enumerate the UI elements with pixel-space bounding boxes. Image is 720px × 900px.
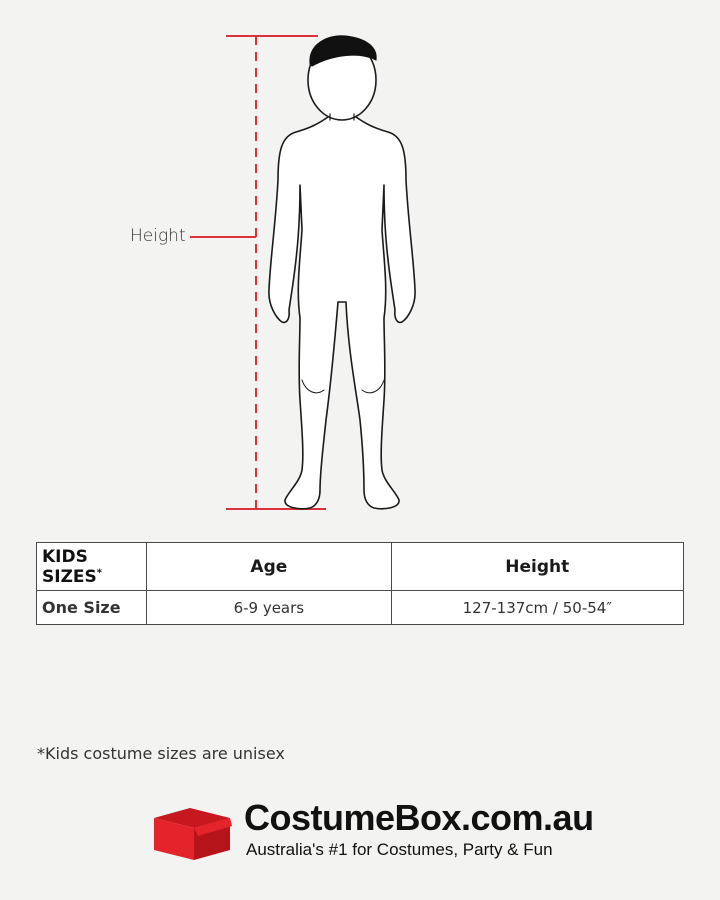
child-silhouette: [269, 40, 415, 509]
cell-age: 6-9 years: [147, 591, 391, 625]
unisex-footnote: *Kids costume sizes are unisex: [37, 744, 285, 763]
cell-height: 127-137cm / 50-54″: [391, 591, 683, 625]
table-row: [37, 591, 684, 625]
cell-size: One Size: [37, 591, 147, 625]
header-age: Age: [147, 543, 391, 591]
size-chart-table: [36, 542, 684, 625]
table-header-row: [37, 543, 684, 591]
header-height: Height: [391, 543, 683, 591]
brand-tagline: Australia's #1 for Costumes, Party & Fun: [246, 840, 553, 859]
brand-name: CostumeBox.com.au: [244, 797, 594, 838]
height-label: Height: [130, 226, 186, 246]
costumebox-logo-icon: [150, 804, 234, 862]
header-kids-sizes: KIDS SIZES*: [37, 543, 147, 591]
